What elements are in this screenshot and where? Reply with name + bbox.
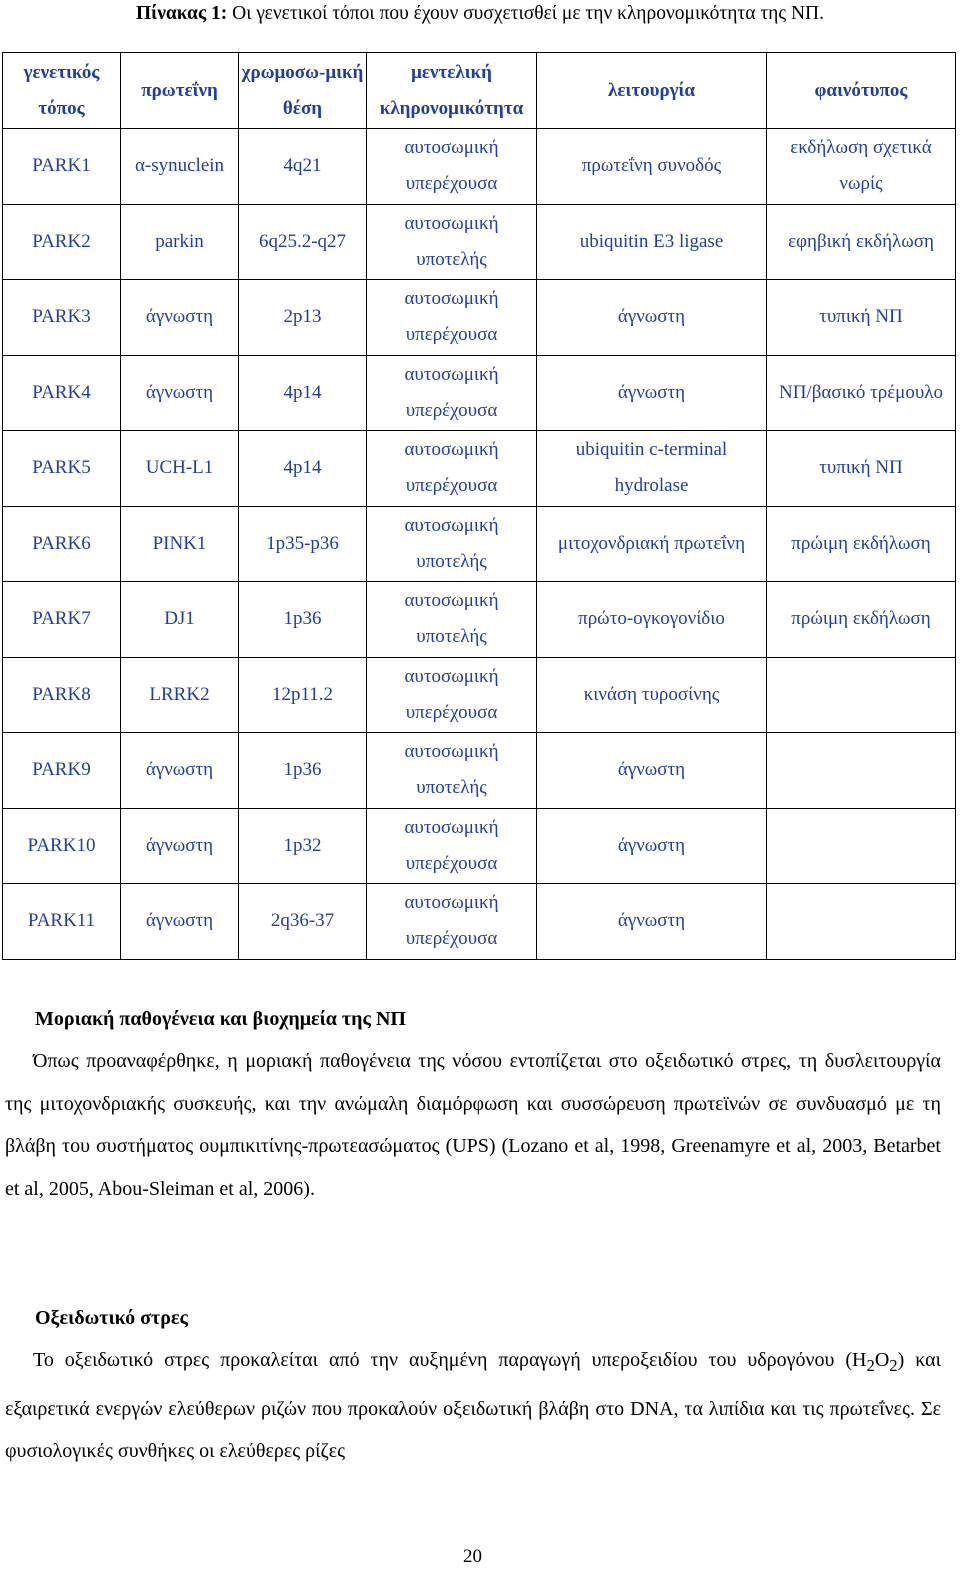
cell-function: άγνωστη: [537, 733, 767, 809]
table-row: [3, 431, 956, 507]
cell-phenotype: πρώιμη εκδήλωση: [767, 506, 956, 582]
header-position: χρωμοσω-μική θέση: [239, 53, 367, 129]
paragraph-molecular: [5, 1040, 941, 1210]
header-locus: γενετικός τόπος: [3, 53, 121, 129]
table-caption: [0, 2, 960, 26]
cell-phenotype: [767, 808, 956, 884]
cell-position: 1p36: [239, 582, 367, 658]
cell-protein: άγνωστη: [121, 808, 239, 884]
cell-position: 1p36: [239, 733, 367, 809]
cell-inheritance: αυτοσωμική υποτελής: [367, 733, 537, 809]
oxygen-symbol: O: [874, 1349, 890, 1371]
cell-locus: PARK3: [3, 280, 121, 356]
cell-position: 1p35-p36: [239, 506, 367, 582]
cell-function: ubiquitin E3 ligase: [537, 204, 767, 280]
cell-locus: PARK6: [3, 506, 121, 582]
table-row: [3, 657, 956, 733]
cell-function: μιτοχονδριακή πρωτεΐνη: [537, 506, 767, 582]
cell-inheritance: αυτοσωμική υπερέχουσα: [367, 657, 537, 733]
cell-function: άγνωστη: [537, 884, 767, 960]
section-title-oxidative: Οξειδωτικό στρες: [35, 1307, 188, 1329]
cell-locus: PARK7: [3, 582, 121, 658]
cell-locus: PARK1: [3, 129, 121, 205]
cell-phenotype: τυπική ΝΠ: [767, 431, 956, 507]
cell-locus: PARK10: [3, 808, 121, 884]
table-header-row: [3, 53, 956, 129]
cell-phenotype: εκδήλωση σχετικά νωρίς: [767, 129, 956, 205]
table-row: [3, 129, 956, 205]
header-function: λειτουργία: [537, 53, 767, 129]
cell-inheritance: αυτοσωμική υπερέχουσα: [367, 355, 537, 431]
cell-function: άγνωστη: [537, 808, 767, 884]
page-number: 20: [463, 1546, 482, 1567]
cell-protein: άγνωστη: [121, 884, 239, 960]
cell-inheritance: αυτοσωμική υποτελής: [367, 582, 537, 658]
cell-phenotype: πρώιμη εκδήλωση: [767, 582, 956, 658]
cell-locus: PARK11: [3, 884, 121, 960]
caption-text: Οι γενετικοί τόποι που έχουν συσχετισθεί με την κληρονομικότητα της ΝΠ.: [232, 3, 824, 24]
paragraph-oxidative-part1: Το οξειδωτικό στρες προκαλείται από την αυξημένη παραγωγή υπεροξειδίου του υδρογόνου (H: [33, 1349, 867, 1371]
cell-locus: PARK8: [3, 657, 121, 733]
cell-function: πρωτεΐνη συνοδός: [537, 129, 767, 205]
cell-function: πρώτο-ογκογονίδιο: [537, 582, 767, 658]
cell-locus: PARK2: [3, 204, 121, 280]
genetic-loci-table: [2, 52, 956, 960]
cell-protein: α-synuclein: [121, 129, 239, 205]
cell-inheritance: αυτοσωμική υπερέχουσα: [367, 280, 537, 356]
cell-phenotype: [767, 733, 956, 809]
paragraph-molecular-text: Όπως προαναφέρθηκε, η μοριακή παθογένεια της νόσου εντοπίζεται στο οξειδωτικό στρες, τη δυσλειτουργία της μιτοχονδριακής συσκευής, και την ανώμαλη διαμόρφωση και συσσώρευση πρωτεϊνών σε συνδυασμό με τη βλάβη του συστήματος ουμπικιτίνης-πρωτεασώματος (UPS) (Lozano et al, 1998, Greenamyre et al, 2003, Betarbet et al, 2005, Abou-Sleiman et al, 2006).: [5, 1050, 941, 1200]
header-phenotype: φαινότυπος: [767, 53, 956, 129]
cell-inheritance: αυτοσωμική υποτελής: [367, 506, 537, 582]
cell-position: 2p13: [239, 280, 367, 356]
cell-phenotype: τυπική ΝΠ: [767, 280, 956, 356]
cell-position: 6q25.2-q27: [239, 204, 367, 280]
subscript-2a: 2: [866, 1356, 875, 1375]
cell-protein: parkin: [121, 204, 239, 280]
cell-protein: DJ1: [121, 582, 239, 658]
cell-locus: PARK9: [3, 733, 121, 809]
cell-position: 12p11.2: [239, 657, 367, 733]
cell-protein: άγνωστη: [121, 355, 239, 431]
header-inheritance: μεντελική κληρονομικότητα: [367, 53, 537, 129]
section-title-molecular: Μοριακή παθογένεια και βιοχημεία της ΝΠ: [35, 1008, 406, 1030]
cell-function: άγνωστη: [537, 355, 767, 431]
cell-position: 2q36-37: [239, 884, 367, 960]
table-row: [3, 582, 956, 658]
cell-inheritance: αυτοσωμική υπερέχουσα: [367, 884, 537, 960]
table-row: [3, 204, 956, 280]
paragraph-oxidative-part2: ) και εξαιρετικά ενεργών ελεύθερων ριζών που προκαλούν οξειδωτική βλάβη στο DNA, τα λιπίδια και τις πρωτεΐνες. Σε φυσιολογικές συνθήκες οι ελεύθερες ρίζες: [5, 1349, 941, 1462]
cell-protein: άγνωστη: [121, 280, 239, 356]
table-row: [3, 733, 956, 809]
header-protein: πρωτεΐνη: [121, 53, 239, 129]
cell-phenotype: ΝΠ/βασικό τρέμουλο: [767, 355, 956, 431]
cell-inheritance: αυτοσωμική υποτελής: [367, 204, 537, 280]
cell-function: κινάση τυροσίνης: [537, 657, 767, 733]
cell-phenotype: [767, 657, 956, 733]
table-row: [3, 884, 956, 960]
table-row: [3, 808, 956, 884]
cell-protein: PINK1: [121, 506, 239, 582]
cell-protein: UCH-L1: [121, 431, 239, 507]
cell-inheritance: αυτοσωμική υπερέχουσα: [367, 129, 537, 205]
table-row: [3, 506, 956, 582]
cell-position: 4p14: [239, 355, 367, 431]
table-row: [3, 355, 956, 431]
cell-function: ubiquitin c-terminal hydrolase: [537, 431, 767, 507]
table-row: [3, 280, 956, 356]
cell-position: 1p32: [239, 808, 367, 884]
cell-phenotype: εφηβική εκδήλωση: [767, 204, 956, 280]
cell-phenotype: [767, 884, 956, 960]
cell-inheritance: αυτοσωμική υπερέχουσα: [367, 431, 537, 507]
cell-locus: PARK4: [3, 355, 121, 431]
cell-function: άγνωστη: [537, 280, 767, 356]
cell-protein: άγνωστη: [121, 733, 239, 809]
cell-protein: LRRK2: [121, 657, 239, 733]
cell-position: 4q21: [239, 129, 367, 205]
subscript-2b: 2: [889, 1356, 898, 1375]
cell-inheritance: αυτοσωμική υπερέχουσα: [367, 808, 537, 884]
paragraph-oxidative: [5, 1339, 941, 1473]
cell-locus: PARK5: [3, 431, 121, 507]
caption-label: Πίνακας 1:: [135, 3, 228, 24]
cell-position: 4p14: [239, 431, 367, 507]
